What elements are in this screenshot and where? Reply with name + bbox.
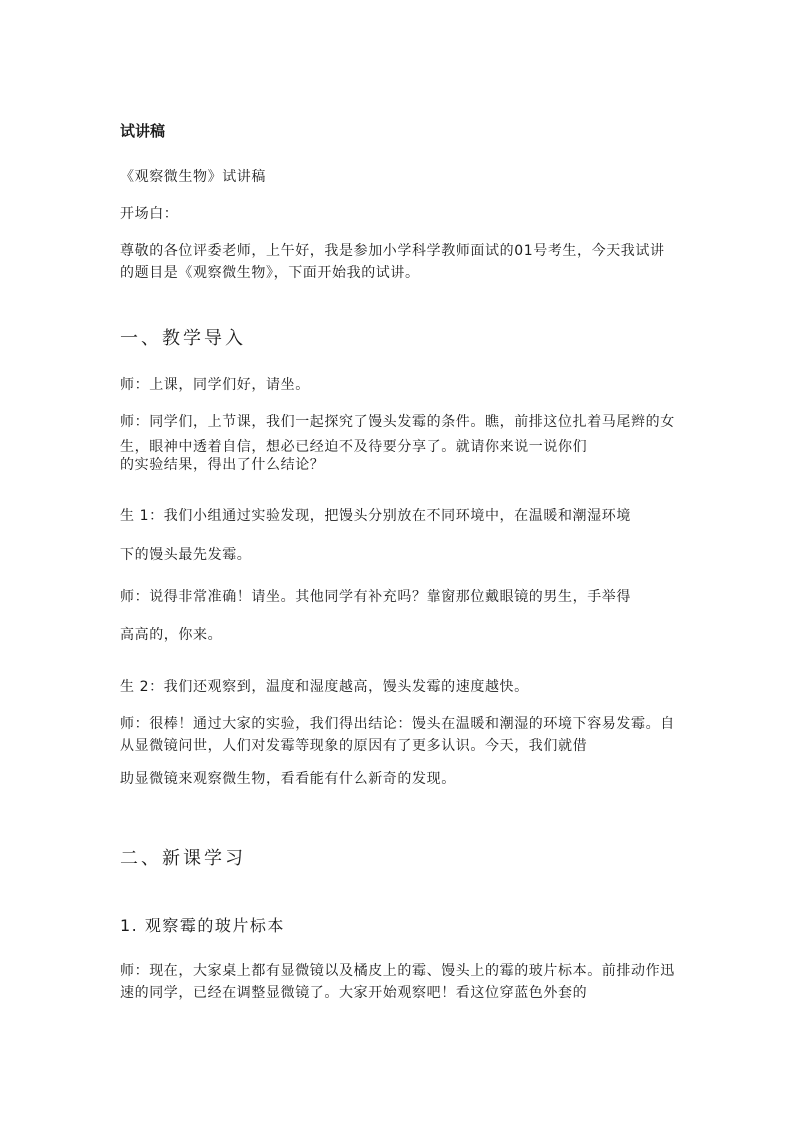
section-heading-new-lesson: 二、新课学习 <box>120 848 246 869</box>
dialogue-line: 师：很棒！通过大家的实验，我们得出结论：馒头在温暖和潮湿的环境下容易发霉。自从显微镜问世，人们对发霉等现象的原因有了更多认识。今天，我们就借 <box>120 716 675 754</box>
dialogue-line-continuation: 高高的，你来。 <box>120 627 223 643</box>
document-title: 试讲稿 <box>120 122 166 140</box>
dialogue-line: 师：同学们，上节课，我们一起探究了馒头发霉的条件。瞧，前排这位扎着马尾辫的女生，眼神中透着自信，想必已经迫不及待要分享了。就请你来说一说你们 <box>120 414 675 455</box>
document-subtitle: 《观察微生物》试讲稿 <box>120 169 266 185</box>
dialogue-line-continuation: 助显微镜来观察微生物，看看能有什么新奇的发现。 <box>120 771 456 787</box>
dialogue-line: 生 2：我们还观察到，温度和湿度越高，馒头发霉的速度越快。 <box>120 679 529 695</box>
dialogue-line-continuation: 的实验结果，得出了什么结论？ <box>120 457 325 473</box>
dialogue-line-continuation: 下的馒头最先发霉。 <box>120 547 252 563</box>
opening-label: 开场白： <box>120 206 179 222</box>
dialogue-line: 师：说得非常准确！请坐。其他同学有补充吗？靠窗那位戴眼镜的男生，手举得 <box>120 589 631 605</box>
greeting-paragraph: 尊敬的各位评委老师，上午好，我是参加小学科学教师面试的01号考生，今天我试讲的题目是《观察微生物》，下面开始我的试讲。 <box>120 243 665 281</box>
dialogue-line: 生 1：我们小组通过实验发现，把馒头分别放在不同环境中，在温暖和潮湿环境 <box>120 508 631 524</box>
dialogue-line: 师：现在，大家桌上都有显微镜以及橘皮上的霉、馒头上的霉的玻片标本。前排动作迅速的同学，已经在调整显微镜了。大家开始观察吧！看这位穿蓝色外套的 <box>120 963 675 1001</box>
subsection-heading: 1. 观察霉的玻片标本 <box>120 916 285 935</box>
section-heading-introduction: 一、教学导入 <box>120 328 246 349</box>
dialogue-line: 师：上课，同学们好，请坐。 <box>120 377 310 393</box>
